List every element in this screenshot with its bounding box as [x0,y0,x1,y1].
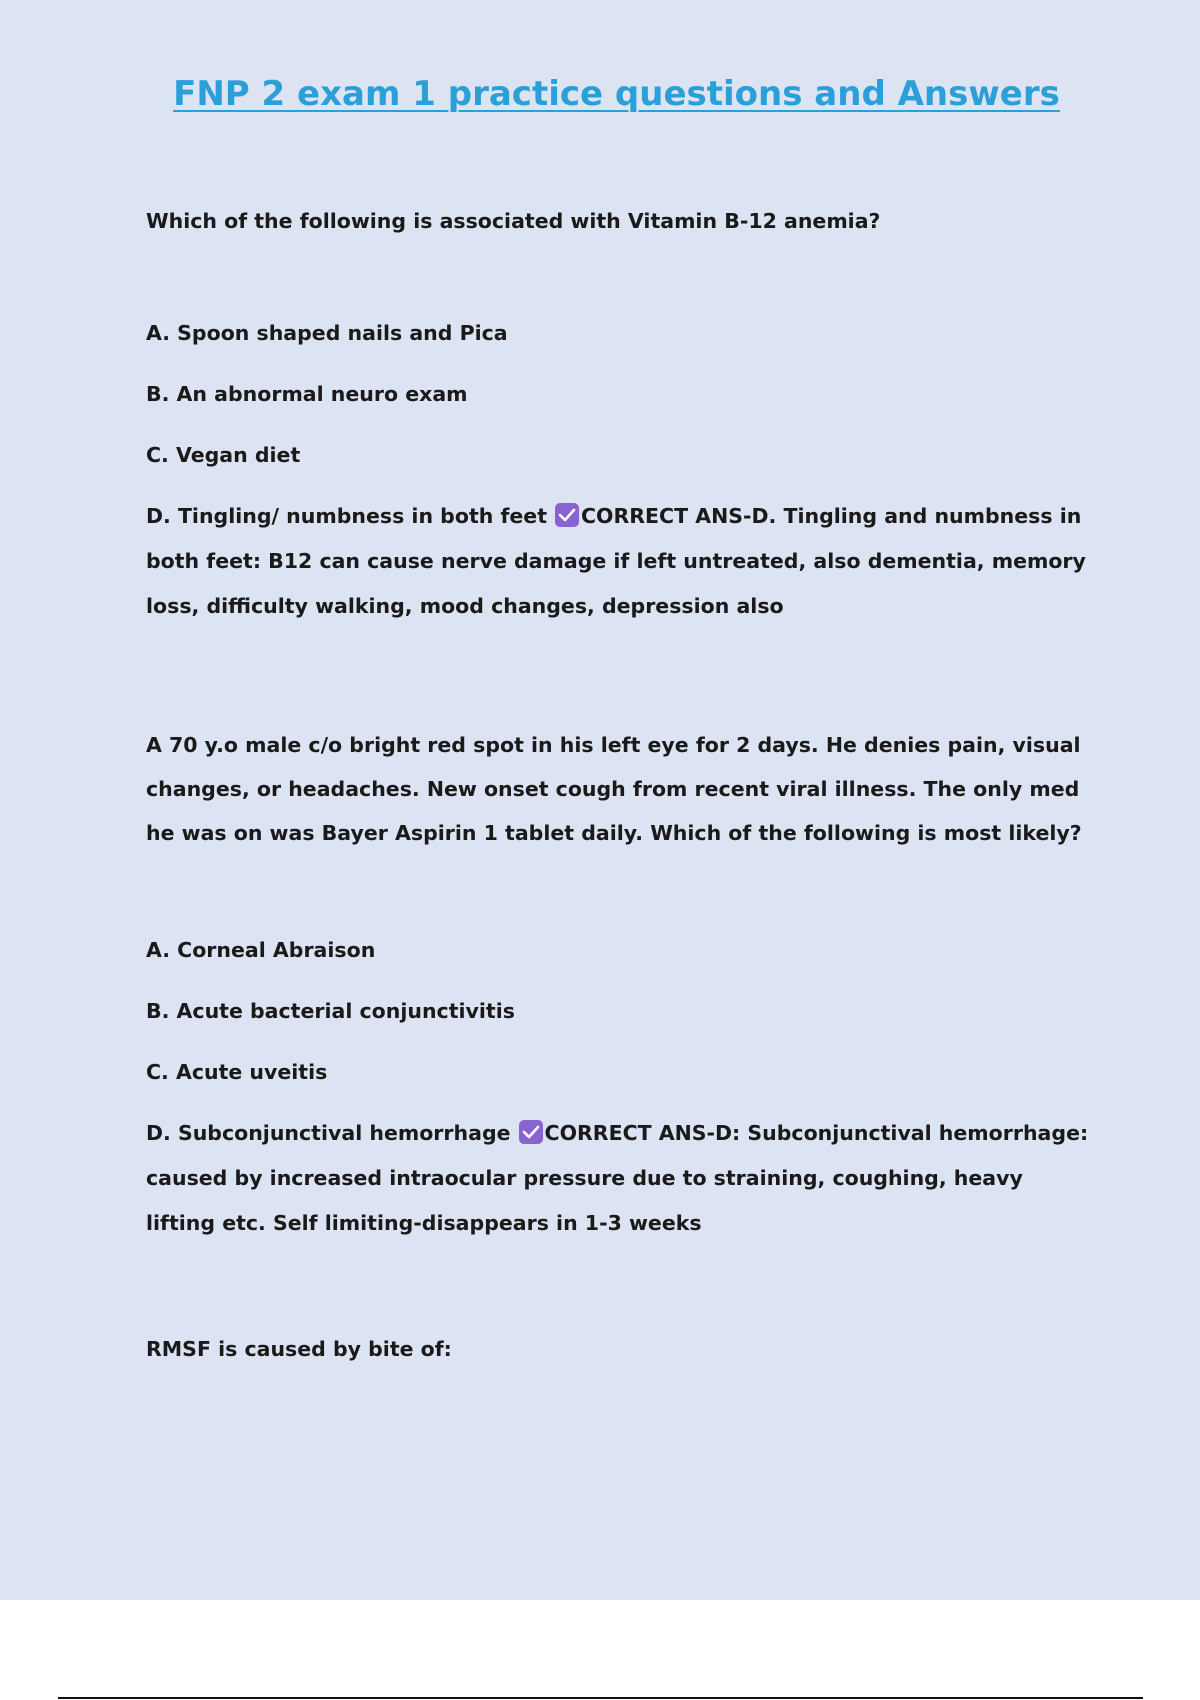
checkbox-checked-icon [519,1120,543,1144]
checkbox-checked-icon [555,503,579,527]
option-c: C. Acute uveitis [146,1060,328,1084]
answer-option-label: D. Tingling/ numbness in both feet [146,504,548,528]
question-text: RMSF is caused by bite of: [146,1337,452,1361]
option-b: B. Acute bacterial conjunctivitis [146,999,515,1023]
question-text: A 70 y.o male c/o bright red spot in his left eye for 2 days. He denies pain, visual changes, or headaches. New onset cough from recent viral illness. The only med he was on was Bayer Aspirin 1 tablet daily. Which of the following is most likely? [146,733,1082,845]
option-c: C. Vegan diet [146,443,301,467]
answer-option-label: D. Subconjunctival hemorrhage [146,1121,511,1145]
question-text: Which of the following is associated with Vitamin B-12 anemia? [146,209,881,233]
option-a: A. Spoon shaped nails and Pica [146,321,508,345]
answer-option [146,494,1091,629]
footer-divider [58,1697,1143,1699]
question-block [146,723,1091,1246]
option-b: B. An abnormal neuro exam [146,382,468,406]
question-block [146,204,1091,629]
answer-explanation: CORRECT ANS-D. Tingling and numbness in both feet: B12 can cause nerve damage if left untreated, also dementia, memory loss, difficulty walking, mood changes, depression also [146,504,1086,618]
options-list [146,933,1091,1246]
document-body [146,204,1091,1366]
options-list [146,316,1091,629]
answer-explanation: CORRECT ANS-D: Subconjunctival hemorrhage: caused by increased intraocular pressure due to straining, coughing, heavy lifting etc. Self limiting-disappears in 1-3 weeks [146,1121,1089,1235]
document-title: FNP 2 exam 1 practice questions and Answers [173,74,1060,114]
answer-option [146,1111,1091,1246]
option-a: A. Corneal Abraison [146,938,376,962]
question-block [146,1332,1091,1366]
